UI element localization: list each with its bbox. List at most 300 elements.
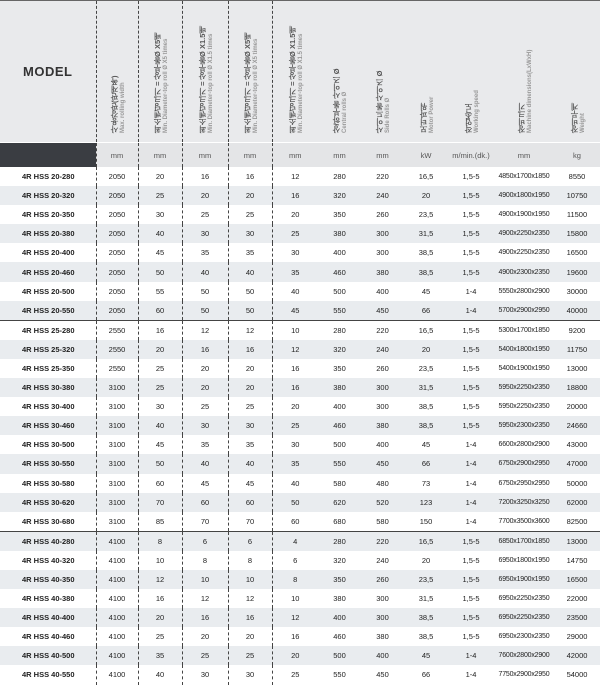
value-cell: 16 xyxy=(272,378,318,397)
value-cell: 20 xyxy=(228,627,272,646)
value-cell: 20 xyxy=(182,359,228,378)
value-cell: 1,5-5 xyxy=(448,378,494,397)
value-cell: 7200x3250x3250 xyxy=(494,493,554,512)
value-cell: 2050 xyxy=(96,205,138,224)
value-cell: 1-4 xyxy=(448,454,494,473)
unit-cell: mm xyxy=(228,143,272,168)
value-cell: 35 xyxy=(138,646,182,665)
value-cell: 500 xyxy=(318,646,361,665)
value-cell: 1-4 xyxy=(448,282,494,301)
value-cell: 10750 xyxy=(554,186,600,205)
units-row xyxy=(0,143,600,168)
value-cell: 50 xyxy=(228,301,272,321)
column-header-korean: 모터파워 xyxy=(418,103,428,133)
value-cell: 30 xyxy=(138,205,182,224)
unit-cell: m/min.(dk.) xyxy=(448,143,494,168)
model-cell: 4R HSS 40-550 xyxy=(0,665,96,684)
value-cell: 23,5 xyxy=(404,205,448,224)
table-row xyxy=(0,416,600,435)
value-cell: 280 xyxy=(318,167,361,186)
model-cell: 4R HSS 30-400 xyxy=(0,397,96,416)
model-header-label: MODEL xyxy=(23,63,73,79)
value-cell: 620 xyxy=(318,493,361,512)
model-cell: 4R HSS 40-350 xyxy=(0,570,96,589)
table-row xyxy=(0,454,600,473)
value-cell: 23500 xyxy=(554,608,600,627)
value-cell: 43000 xyxy=(554,435,600,454)
value-cell: 1,5-5 xyxy=(448,340,494,359)
value-cell: 70 xyxy=(138,493,182,512)
column-header-english: Min. Diameter-top roll Ø X1.5 times xyxy=(207,33,214,133)
table-row xyxy=(0,340,600,359)
value-cell: 16,5 xyxy=(404,531,448,551)
value-cell: 2050 xyxy=(96,186,138,205)
value-cell: 5950x2250x2350 xyxy=(494,378,554,397)
value-cell: 66 xyxy=(404,301,448,321)
value-cell: 13000 xyxy=(554,359,600,378)
value-cell: 50000 xyxy=(554,474,600,493)
model-cell: 4R HSS 20-280 xyxy=(0,167,96,186)
value-cell: 12 xyxy=(228,320,272,340)
value-cell: 580 xyxy=(361,512,404,532)
value-cell: 1,5-5 xyxy=(448,359,494,378)
value-cell: 16500 xyxy=(554,243,600,262)
value-cell: 30 xyxy=(228,224,272,243)
value-cell: 10 xyxy=(272,320,318,340)
value-cell: 1,5-5 xyxy=(448,243,494,262)
value-cell: 2050 xyxy=(96,301,138,321)
value-cell: 20 xyxy=(228,186,272,205)
model-cell: 4R HSS 20-320 xyxy=(0,186,96,205)
value-cell: 66 xyxy=(404,454,448,473)
value-cell: 220 xyxy=(361,531,404,551)
value-cell: 1,5-5 xyxy=(448,262,494,281)
model-column-header xyxy=(0,1,96,143)
column-header-korean: 최소벤딩크기 = 상부롤Ø X1.5배 xyxy=(197,26,207,133)
value-cell: 25 xyxy=(272,224,318,243)
column-header-english: Min. Diameter-top roll Ø X1.5 times xyxy=(297,33,304,133)
value-cell: 2050 xyxy=(96,262,138,281)
model-cell: 4R HSS 20-460 xyxy=(0,262,96,281)
value-cell: 35 xyxy=(272,262,318,281)
value-cell: 35 xyxy=(182,243,228,262)
value-cell: 350 xyxy=(318,359,361,378)
value-cell: 16 xyxy=(228,608,272,627)
value-cell: 240 xyxy=(361,551,404,570)
value-cell: 30 xyxy=(182,665,228,684)
value-cell: 300 xyxy=(361,243,404,262)
value-cell: 4900x2250x2350 xyxy=(494,224,554,243)
value-cell: 12 xyxy=(272,608,318,627)
table-row xyxy=(0,320,600,340)
column-header-english: Working speed xyxy=(473,90,480,133)
value-cell: 4100 xyxy=(96,646,138,665)
value-cell: 20 xyxy=(182,627,228,646)
value-cell: 35 xyxy=(228,435,272,454)
column-header-4 xyxy=(228,1,272,143)
value-cell: 31,5 xyxy=(404,589,448,608)
value-cell: 38,5 xyxy=(404,262,448,281)
value-cell: 6950x1900x1950 xyxy=(494,570,554,589)
value-cell: 3100 xyxy=(96,435,138,454)
spec-table-body xyxy=(0,167,600,685)
column-header-3 xyxy=(182,1,228,143)
value-cell: 1,5-5 xyxy=(448,570,494,589)
value-cell: 320 xyxy=(318,551,361,570)
value-cell: 40 xyxy=(228,262,272,281)
value-cell: 38,5 xyxy=(404,608,448,627)
table-row xyxy=(0,627,600,646)
value-cell: 480 xyxy=(361,474,404,493)
value-cell: 8 xyxy=(138,531,182,551)
unit-cell: kg xyxy=(554,143,600,168)
value-cell: 11750 xyxy=(554,340,600,359)
value-cell: 16 xyxy=(182,340,228,359)
value-cell: 380 xyxy=(361,627,404,646)
value-cell: 20000 xyxy=(554,397,600,416)
value-cell: 260 xyxy=(361,570,404,589)
value-cell: 60 xyxy=(138,301,182,321)
unit-cell: mm xyxy=(318,143,361,168)
value-cell: 40000 xyxy=(554,301,600,321)
value-cell: 60 xyxy=(138,474,182,493)
value-cell: 5400x1900x1950 xyxy=(494,359,554,378)
column-header-text xyxy=(331,1,348,137)
value-cell: 1,5-5 xyxy=(448,320,494,340)
value-cell: 16 xyxy=(138,589,182,608)
value-cell: 300 xyxy=(361,589,404,608)
value-cell: 400 xyxy=(361,282,404,301)
table-row xyxy=(0,570,600,589)
value-cell: 20 xyxy=(272,205,318,224)
column-header-8 xyxy=(404,1,448,143)
value-cell: 6950x2300x2350 xyxy=(494,627,554,646)
value-cell: 4900x1800x1950 xyxy=(494,186,554,205)
value-cell: 4 xyxy=(272,531,318,551)
value-cell: 450 xyxy=(361,454,404,473)
value-cell: 45 xyxy=(138,243,182,262)
unit-cell-model xyxy=(0,143,96,168)
value-cell: 30 xyxy=(182,224,228,243)
unit-cell: mm xyxy=(96,143,138,168)
column-header-english: Max. rolling width xyxy=(119,82,126,133)
model-cell: 4R HSS 40-400 xyxy=(0,608,96,627)
column-header-text xyxy=(197,1,214,137)
value-cell: 25 xyxy=(138,627,182,646)
value-cell: 400 xyxy=(318,608,361,627)
value-cell: 22000 xyxy=(554,589,600,608)
value-cell: 40 xyxy=(138,416,182,435)
value-cell: 460 xyxy=(318,416,361,435)
value-cell: 45 xyxy=(182,474,228,493)
model-cell: 4R HSS 40-380 xyxy=(0,589,96,608)
value-cell: 1-4 xyxy=(448,512,494,532)
value-cell: 400 xyxy=(361,435,404,454)
value-cell: 2050 xyxy=(96,224,138,243)
model-cell: 4R HSS 25-280 xyxy=(0,320,96,340)
value-cell: 16 xyxy=(228,340,272,359)
value-cell: 580 xyxy=(318,474,361,493)
value-cell: 10 xyxy=(182,570,228,589)
value-cell: 280 xyxy=(318,531,361,551)
value-cell: 35 xyxy=(228,243,272,262)
value-cell: 1,5-5 xyxy=(448,589,494,608)
value-cell: 4900x1900x1950 xyxy=(494,205,554,224)
value-cell: 50 xyxy=(272,493,318,512)
column-header-text xyxy=(569,1,586,137)
value-cell: 3100 xyxy=(96,474,138,493)
value-cell: 18800 xyxy=(554,378,600,397)
column-header-text xyxy=(418,1,435,137)
value-cell: 35 xyxy=(182,435,228,454)
value-cell: 6 xyxy=(228,531,272,551)
value-cell: 1,5-5 xyxy=(448,186,494,205)
value-cell: 66 xyxy=(404,665,448,684)
value-cell: 45 xyxy=(404,282,448,301)
model-cell: 4R HSS 40-500 xyxy=(0,646,96,665)
value-cell: 40 xyxy=(138,224,182,243)
column-header-5 xyxy=(272,1,318,143)
value-cell: 25 xyxy=(272,665,318,684)
column-header-text xyxy=(516,1,533,137)
unit-cell: mm xyxy=(182,143,228,168)
value-cell: 16 xyxy=(272,359,318,378)
value-cell: 30 xyxy=(138,397,182,416)
value-cell: 25 xyxy=(228,205,272,224)
value-cell: 220 xyxy=(361,320,404,340)
value-cell: 20 xyxy=(272,646,318,665)
model-cell: 4R HSS 30-620 xyxy=(0,493,96,512)
value-cell: 23,5 xyxy=(404,359,448,378)
value-cell: 7700x3500x3600 xyxy=(494,512,554,532)
value-cell: 300 xyxy=(361,397,404,416)
value-cell: 20 xyxy=(138,608,182,627)
value-cell: 380 xyxy=(361,416,404,435)
value-cell: 25 xyxy=(182,646,228,665)
value-cell: 29000 xyxy=(554,627,600,646)
value-cell: 20 xyxy=(404,551,448,570)
value-cell: 380 xyxy=(318,378,361,397)
value-cell: 50 xyxy=(138,262,182,281)
unit-cell: kW xyxy=(404,143,448,168)
value-cell: 70 xyxy=(228,512,272,532)
model-cell: 4R HSS 30-500 xyxy=(0,435,96,454)
value-cell: 40 xyxy=(272,474,318,493)
value-cell: 30 xyxy=(272,243,318,262)
model-cell: 4R HSS 30-580 xyxy=(0,474,96,493)
value-cell: 20 xyxy=(182,186,228,205)
table-row xyxy=(0,589,600,608)
table-row xyxy=(0,378,600,397)
column-header-korean: 장비크기 xyxy=(516,103,526,133)
value-cell: 4100 xyxy=(96,627,138,646)
table-row xyxy=(0,551,600,570)
value-cell: 3100 xyxy=(96,512,138,532)
value-cell: 280 xyxy=(318,320,361,340)
value-cell: 3100 xyxy=(96,454,138,473)
value-cell: 5950x2250x2350 xyxy=(494,397,554,416)
value-cell: 1-4 xyxy=(448,493,494,512)
value-cell: 123 xyxy=(404,493,448,512)
value-cell: 10 xyxy=(228,570,272,589)
value-cell: 70 xyxy=(182,512,228,532)
column-header-2 xyxy=(138,1,182,143)
value-cell: 25 xyxy=(182,205,228,224)
column-header-korean: 최소벤딩크기 = 상부롤Ø X5배 xyxy=(152,32,162,133)
value-cell: 400 xyxy=(318,243,361,262)
value-cell: 20 xyxy=(138,340,182,359)
value-cell: 20 xyxy=(182,378,228,397)
value-cell: 16,5 xyxy=(404,167,448,186)
value-cell: 300 xyxy=(361,224,404,243)
value-cell: 1-4 xyxy=(448,435,494,454)
value-cell: 1,5-5 xyxy=(448,627,494,646)
value-cell: 1,5-5 xyxy=(448,167,494,186)
value-cell: 1,5-5 xyxy=(448,551,494,570)
value-cell: 50 xyxy=(182,301,228,321)
value-cell: 500 xyxy=(318,435,361,454)
value-cell: 4100 xyxy=(96,570,138,589)
value-cell: 380 xyxy=(318,589,361,608)
model-cell: 4R HSS 30-380 xyxy=(0,378,96,397)
value-cell: 20 xyxy=(228,359,272,378)
value-cell: 45 xyxy=(404,646,448,665)
value-cell: 30 xyxy=(228,416,272,435)
value-cell: 9200 xyxy=(554,320,600,340)
value-cell: 45 xyxy=(228,474,272,493)
value-cell: 1-4 xyxy=(448,646,494,665)
table-row xyxy=(0,474,600,493)
model-cell: 4R HSS 25-320 xyxy=(0,340,96,359)
value-cell: 380 xyxy=(361,262,404,281)
value-cell: 5400x1800x1950 xyxy=(494,340,554,359)
table-row xyxy=(0,665,600,684)
value-cell: 16,5 xyxy=(404,320,448,340)
value-cell: 12 xyxy=(272,340,318,359)
table-row xyxy=(0,493,600,512)
column-header-1 xyxy=(96,1,138,143)
value-cell: 30000 xyxy=(554,282,600,301)
model-cell: 4R HSS 30-550 xyxy=(0,454,96,473)
value-cell: 3100 xyxy=(96,378,138,397)
value-cell: 2550 xyxy=(96,359,138,378)
value-cell: 25 xyxy=(138,378,182,397)
value-cell: 25 xyxy=(228,646,272,665)
value-cell: 62000 xyxy=(554,493,600,512)
value-cell: 45 xyxy=(404,435,448,454)
value-cell: 6 xyxy=(182,531,228,551)
value-cell: 2550 xyxy=(96,320,138,340)
table-row xyxy=(0,359,600,378)
value-cell: 3100 xyxy=(96,493,138,512)
value-cell: 40 xyxy=(182,262,228,281)
unit-cell: mm xyxy=(361,143,404,168)
value-cell: 1,5-5 xyxy=(448,608,494,627)
value-cell: 1-4 xyxy=(448,665,494,684)
value-cell: 16 xyxy=(272,186,318,205)
model-cell: 4R HSS 20-550 xyxy=(0,301,96,321)
value-cell: 520 xyxy=(361,493,404,512)
value-cell: 31,5 xyxy=(404,224,448,243)
value-cell: 1,5-5 xyxy=(448,224,494,243)
value-cell: 54000 xyxy=(554,665,600,684)
value-cell: 400 xyxy=(361,646,404,665)
value-cell: 2050 xyxy=(96,282,138,301)
value-cell: 16500 xyxy=(554,570,600,589)
table-row xyxy=(0,646,600,665)
column-header-korean: 상/하부롤 사이즈 Ø xyxy=(332,68,341,133)
value-cell: 1,5-5 xyxy=(448,416,494,435)
model-cell: 4R HSS 25-350 xyxy=(0,359,96,378)
value-cell: 47000 xyxy=(554,454,600,473)
value-cell: 20 xyxy=(404,186,448,205)
value-cell: 50 xyxy=(138,454,182,473)
value-cell: 11500 xyxy=(554,205,600,224)
value-cell: 25 xyxy=(272,416,318,435)
column-header-text xyxy=(287,1,304,137)
column-header-english: Min. Diameter-top roll Ø X5 times xyxy=(252,38,259,133)
value-cell: 16 xyxy=(138,320,182,340)
value-cell: 4100 xyxy=(96,531,138,551)
value-cell: 1-4 xyxy=(448,474,494,493)
column-header-7 xyxy=(361,1,404,143)
column-header-korean: 최소벤딩크기 = 상부롤Ø X5배 xyxy=(242,32,252,133)
header-row xyxy=(0,1,600,143)
column-header-english: Machine dimensions(LxWxH) xyxy=(526,49,533,133)
value-cell: 60 xyxy=(228,493,272,512)
value-cell: 10 xyxy=(272,589,318,608)
column-header-korean: 장비무게 xyxy=(569,103,579,133)
value-cell: 55 xyxy=(138,282,182,301)
column-header-english: Weight xyxy=(579,113,586,133)
value-cell: 4900x2300x2350 xyxy=(494,262,554,281)
model-cell: 4R HSS 30-460 xyxy=(0,416,96,435)
value-cell: 16 xyxy=(182,608,228,627)
model-cell: 4R HSS 20-350 xyxy=(0,205,96,224)
value-cell: 6 xyxy=(272,551,318,570)
value-cell: 260 xyxy=(361,359,404,378)
value-cell: 42000 xyxy=(554,646,600,665)
value-cell: 6600x2800x2900 xyxy=(494,435,554,454)
value-cell: 8 xyxy=(272,570,318,589)
column-header-korean: 사용강판(판재폭) xyxy=(109,75,119,133)
value-cell: 60 xyxy=(272,512,318,532)
value-cell: 15800 xyxy=(554,224,600,243)
unit-cell: mm xyxy=(272,143,318,168)
model-cell: 4R HSS 30-680 xyxy=(0,512,96,532)
value-cell: 6950x1800x1950 xyxy=(494,551,554,570)
column-header-text xyxy=(463,1,480,137)
value-cell: 5550x2800x2900 xyxy=(494,282,554,301)
table-row xyxy=(0,282,600,301)
value-cell: 1-4 xyxy=(448,301,494,321)
model-cell: 4R HSS 40-320 xyxy=(0,551,96,570)
column-header-10 xyxy=(494,1,554,143)
value-cell: 4100 xyxy=(96,551,138,570)
value-cell: 150 xyxy=(404,512,448,532)
model-cell: 4R HSS 40-460 xyxy=(0,627,96,646)
value-cell: 260 xyxy=(361,205,404,224)
table-row xyxy=(0,608,600,627)
column-header-korean: 최소벤딩크기 = 상부롤Ø X1.5배 xyxy=(287,26,297,133)
value-cell: 300 xyxy=(361,378,404,397)
value-cell: 12 xyxy=(182,320,228,340)
value-cell: 20 xyxy=(272,397,318,416)
column-header-text xyxy=(374,1,391,137)
value-cell: 350 xyxy=(318,205,361,224)
value-cell: 240 xyxy=(361,340,404,359)
value-cell: 6750x2950x2950 xyxy=(494,474,554,493)
